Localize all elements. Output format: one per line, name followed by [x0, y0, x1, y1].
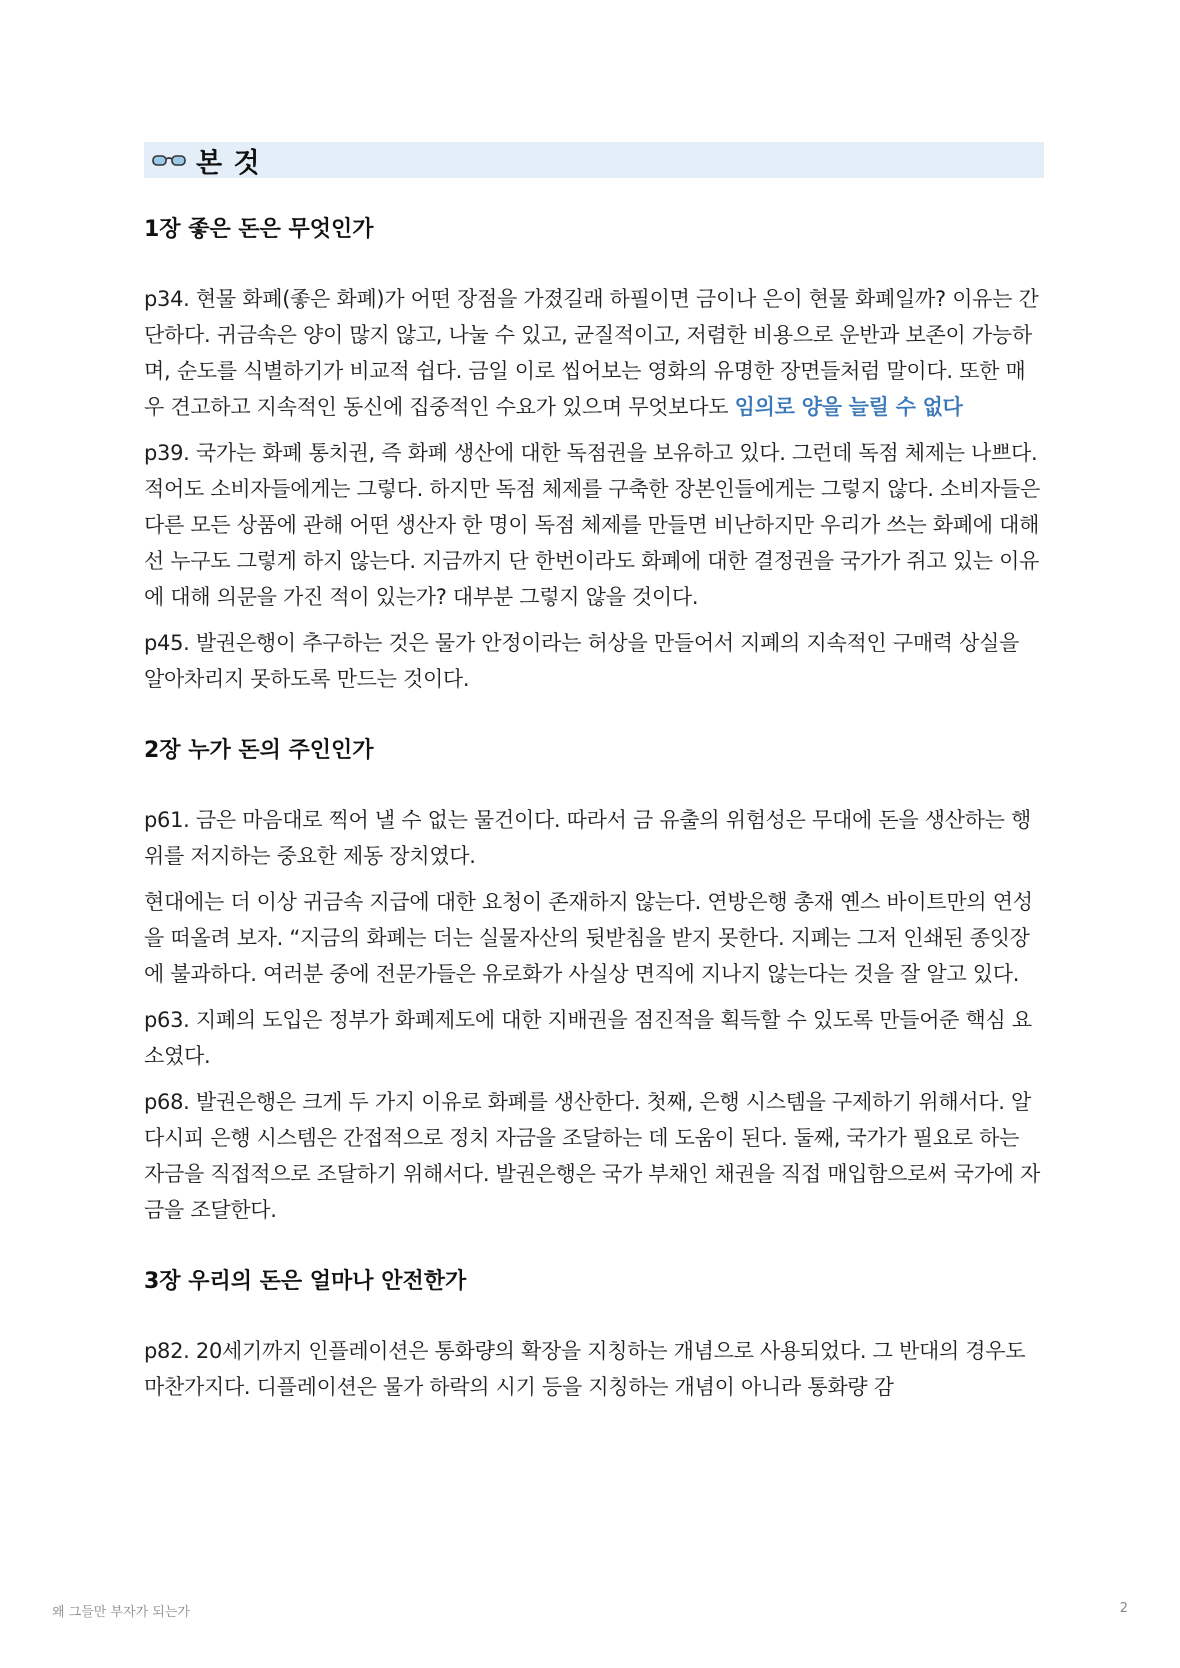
footer-book-title: 왜 그들만 부자가 되는가 — [52, 1605, 190, 1620]
note-paragraph — [144, 281, 1044, 425]
note-paragraph: 현대에는 더 이상 귀금속 지급에 대한 요청이 존재하지 않는다. 연방은행 총재 옌스 바이트만의 연성을 떠올려 보자. “지금의 화폐는 더는 실물자산의 뒷받침을 받지 못한다. 지폐는 그저 인쇄된 종잇장에 불과하다. 여러분 중에 전문가들은 유로화가 사실상 면직에 지나지 않는다는 것을 잘 알고 있다. — [144, 890, 1033, 986]
chapter-title: 3장 우리의 돈은 얼마나 안전한가 — [144, 1269, 467, 1294]
section-title: 본 것 — [196, 147, 261, 179]
footer-page-number: 2 — [1119, 1601, 1128, 1616]
note-paragraph: p45. 발권은행이 추구하는 것은 물가 안정이라는 허상을 만들어서 지폐의 지속적인 구매력 상실을 알아차리지 못하도록 만드는 것이다. — [144, 631, 1020, 691]
chapter-title: 1장 좋은 돈은 무엇인가 — [144, 217, 374, 242]
note-text: p34. 현물 화폐(좋은 화폐)가 어떤 장점을 가졌길래 하필이면 금이나 은이 현물 화폐일까? 이유는 간단하다. 귀금속은 양이 많지 않고, 나눌 수 있고, 균질적이고, 저렴한 비용으로 운반과 보존이 가능하며, 순도를 식별하기가 비교적 쉽다. 금일 이로 씹어보는 영화의 유명한 장면들처럼 말이다. 또한 매우 견고하고 지속적인 동신에 집중적인 수요가 있으며 무엇보다도 — [144, 287, 1039, 419]
note-paragraph: p61. 금은 마음대로 찍어 낼 수 없는 물건이다. 따라서 금 유출의 위험성은 무대에 돈을 생산하는 행위를 저지하는 중요한 제동 장치였다. — [144, 808, 1032, 868]
note-paragraph: p68. 발권은행은 크게 두 가지 이유로 화폐를 생산한다. 첫째, 은행 시스템을 구제하기 위해서다. 알다시피 은행 시스템은 간접적으로 정치 자금을 조달하는 데 도움이 된다. 둘째, 국가가 필요로 하는 자금을 직접적으로 조달하기 위해서다. 발권은행은 국가 부채인 채권을 직접 매입함으로써 국가에 자금을 조달한다. — [144, 1090, 1040, 1222]
note-paragraph: p63. 지폐의 도입은 정부가 화폐제도에 대한 지배권을 점진적을 획득할 수 있도록 만들어준 핵심 요소였다. — [144, 1008, 1032, 1068]
note-paragraph: p82. 20세기까지 인플레이션은 통화량의 확장을 지칭하는 개념으로 사용되었다. 그 반대의 경우도 마찬가지다. 디플레이션은 물가 하락의 시기 등을 지칭하는 개념이 아니라 통화량 감 — [144, 1339, 1026, 1399]
section-header — [144, 142, 1044, 178]
page-content — [144, 142, 1044, 1415]
chapter-title: 2장 누가 돈의 주인인가 — [144, 738, 374, 763]
note-paragraph: p39. 국가는 화폐 통치권, 즉 화폐 생산에 대한 독점권을 보유하고 있다. 그런데 독점 체제는 나쁘다. 적어도 소비자들에게는 그렇다. 하지만 독점 체제를 구축한 장본인들에게는 그렇지 않다. 소비자들은 다른 모든 상품에 관해 어떤 생산자 한 명이 독점 체제를 만들면 비난하지만 우리가 쓰는 화폐에 대해선 누구도 그렇게 하지 않는다. 지금까지 단 한번이라도 화폐에 대한 결정권을 국가가 쥐고 있는 이유에 대해 의문을 가진 적이 있는가? 대부분 그렇지 않을 것이다. — [144, 441, 1040, 609]
highlighted-text: 임의로 양을 늘릴 수 없다 — [734, 395, 963, 419]
glasses-icon — [152, 152, 186, 168]
